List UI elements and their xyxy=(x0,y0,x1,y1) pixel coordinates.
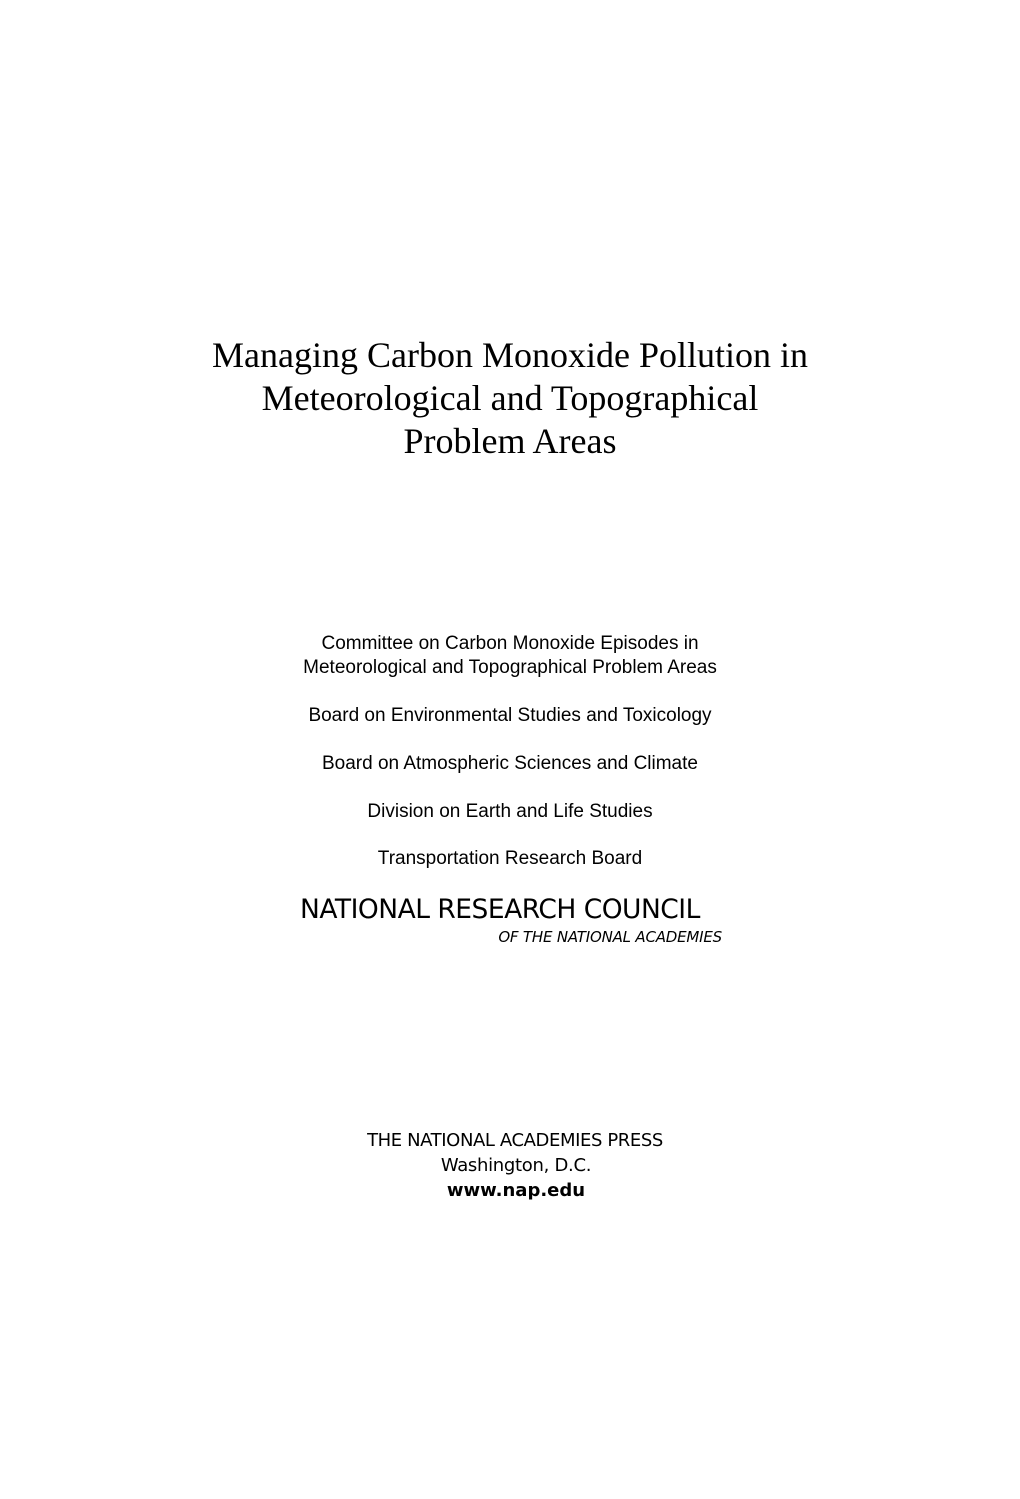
title-line-2: Meteorological and Topographical xyxy=(261,378,759,418)
publisher-block xyxy=(0,1129,1020,1203)
title-line-1: Managing Carbon Monoxide Pollution in xyxy=(212,335,808,375)
publisher-url[interactable]: www.nap.edu xyxy=(446,1180,586,1201)
nrc-logo-sub: OF THE NATIONAL ACADEMIES xyxy=(498,928,722,946)
committee-line-2: Meteorological and Topographical Problem Areas xyxy=(303,657,717,678)
title-line-3: Problem Areas xyxy=(403,421,617,461)
nrc-logo xyxy=(300,893,722,947)
board-environmental-studies: Board on Environmental Studies and Toxicology xyxy=(308,705,712,726)
publisher-name: THE NATIONAL ACADEMIES PRESS xyxy=(367,1130,663,1151)
report-title xyxy=(0,334,1020,463)
transportation-research-board: Transportation Research Board xyxy=(377,848,643,869)
committee-line-1: Committee on Carbon Monoxide Episodes in xyxy=(321,633,699,654)
board-atmospheric-sciences: Board on Atmospheric Sciences and Climate xyxy=(322,753,698,774)
publisher-city: Washington, D.C. xyxy=(440,1155,592,1176)
nrc-logo-main: NATIONAL RESEARCH COUNCIL xyxy=(300,894,700,925)
division-earth-life-studies: Division on Earth and Life Studies xyxy=(367,801,653,822)
committee-name xyxy=(0,632,1020,680)
